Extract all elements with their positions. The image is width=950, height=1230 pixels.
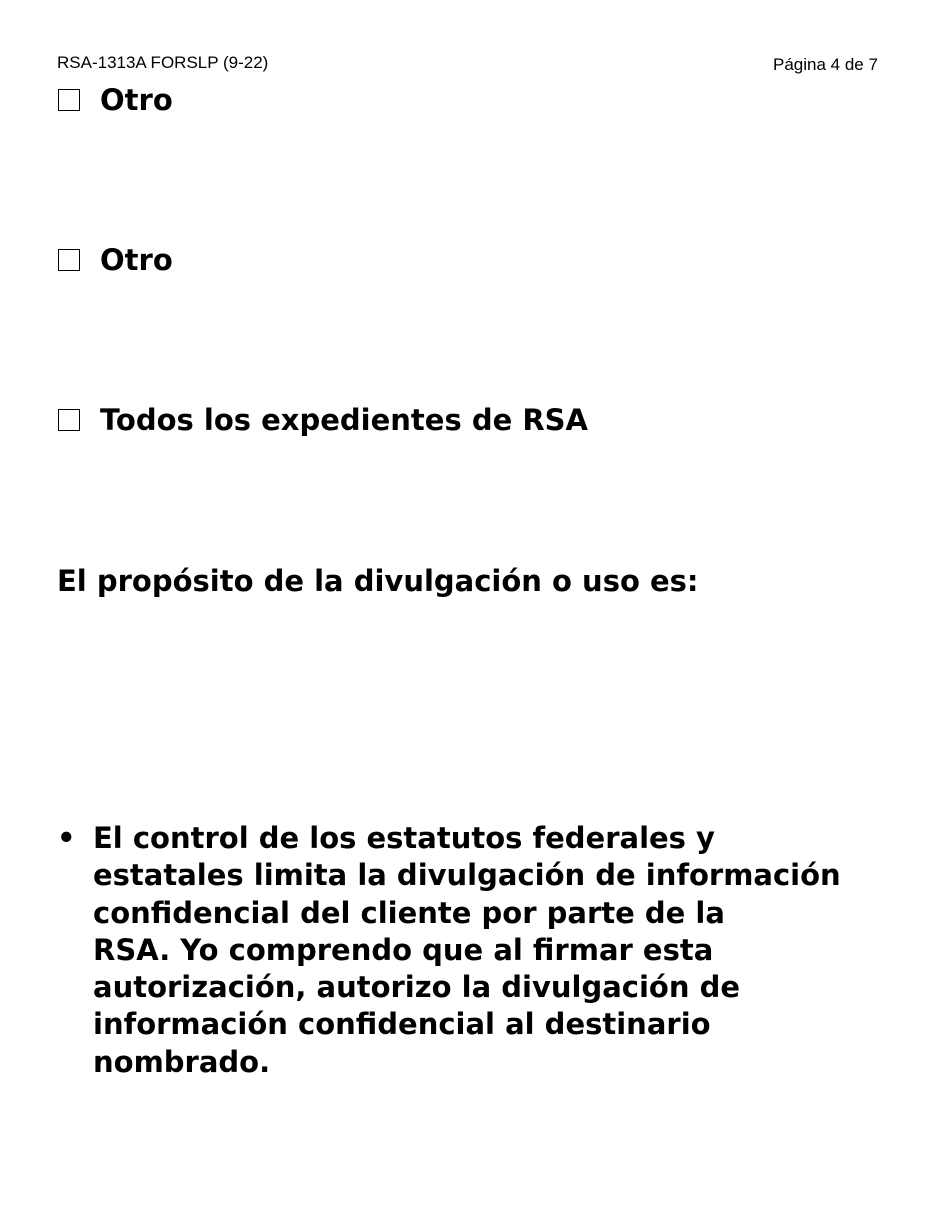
- all-records-checkbox[interactable]: [58, 409, 80, 431]
- purpose-heading: El propósito de la divulgación o uso es:: [57, 564, 699, 598]
- notice-text: [93, 820, 841, 1081]
- notice-line: autorización, autorizo la divulgación de: [93, 970, 740, 1005]
- page-number: Página 4 de 7: [773, 55, 878, 74]
- notice-line: información confidencial al destinario: [93, 1007, 711, 1042]
- checkbox-row-otro-2: [58, 244, 173, 276]
- otro-label-2: Otro: [100, 243, 173, 277]
- notice-line: nombrado.: [93, 1044, 271, 1079]
- checkbox-row-all-records: [58, 404, 588, 436]
- form-id: RSA-1313A FORSLP (9-22): [57, 53, 269, 72]
- otro-checkbox-2[interactable]: [58, 249, 80, 271]
- notice-line: estatales limita la divulgación de información: [93, 858, 841, 893]
- otro-checkbox-1[interactable]: [58, 89, 80, 111]
- checkbox-row-otro-1: [58, 84, 173, 116]
- notice-line: RSA. Yo comprendo que al firmar esta: [93, 932, 714, 967]
- all-records-label: Todos los expedientes de RSA: [100, 403, 589, 437]
- otro-label-1: Otro: [100, 83, 173, 117]
- bullet-icon: •: [57, 821, 76, 855]
- notice-line: El control de los estatutos federales y: [93, 821, 715, 855]
- confidentiality-notice: [57, 820, 907, 1081]
- notice-line: confidencial del cliente por parte de la: [93, 895, 725, 930]
